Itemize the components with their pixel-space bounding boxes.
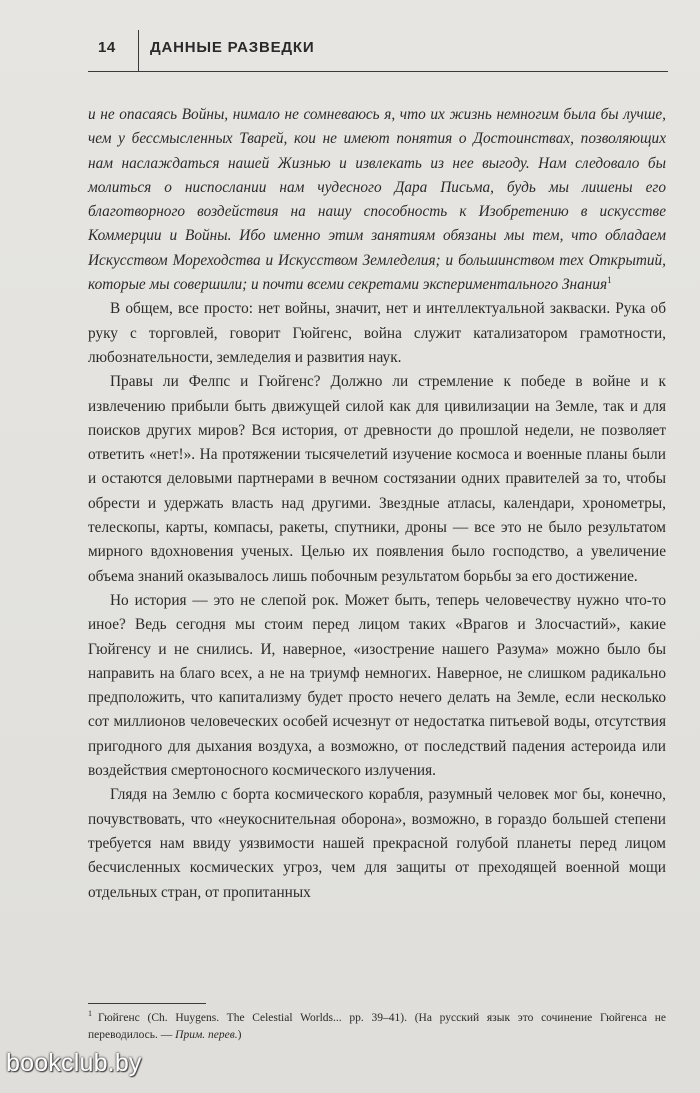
footnote-close: ) <box>237 1029 242 1041</box>
footnote <box>88 1010 666 1044</box>
running-head <box>88 30 668 72</box>
footnote-mark: 1 <box>88 1009 92 1019</box>
footnote-reference[interactable]: 1 <box>607 274 612 285</box>
footnote-text: Гюйгенс (Ch. Huygens. The Celestial Worlds... pp. 39–41). (На русский язык это сочинение Гюйгенса не переводилось. — <box>88 1012 666 1041</box>
footnote-italic: Прим. перев. <box>175 1029 238 1041</box>
section-title: ДАННЫЕ РАЗВЕДКИ <box>150 39 315 56</box>
quote-text: и не опасаясь Войны, нимало не сомневаюсь я, что их жизнь немногим была бы лучше, чем у бессмысленных Тварей, кои не имеют понятия о Достоинствах, позволяющих нам наслаждаться нашей Жизнью и извлекать из нее выгоду. Нам следовало бы молиться о ниспослании нам чудесного Дара Письма, будь мы лишены его благотворного воздействия на нашу способность к Изобретению в искусстве Коммерции и Войны. Ибо именно этим занятиям обязаны мы тем, что обладаем Искусством Мореходства и Искусством Земледелия; и большинством тех Открытий, которые мы совершили; и почти всеми секретами экспериментального Знания <box>88 106 666 294</box>
header-separator <box>138 30 139 72</box>
paragraph: Правы ли Фелпс и Гюйгенс? Должно ли стремление к победе в войне и к извлечению прибыли быть движущей силой как для цивилизации на Земле, так и для поисков других миров? Вся история, от древности до прошлой недели, не позволяет ответить «нет!». На протяжении тысячелетий изучение космоса и военные планы были и остаются деловыми партнерами в вечном состязании одних правителей за то, чтобы обрести и удержать власть над другими. Звездные атласы, календари, хронометры, телескопы, карты, компасы, ракеты, спутники, дроны — все это не было результатом мирного вдохновения ученых. Целью их появления было господство, а увеличение объема знаний оказывалось лишь побочным результатом борьбы за его достижение. <box>88 373 666 585</box>
page-number: 14 <box>98 39 116 56</box>
header-rule <box>88 71 668 72</box>
footnote-rule <box>88 1003 206 1004</box>
paragraph: В общем, все просто: нет войны, значит, нет и интеллектуальной закваски. Рука об руку с торговлей, говорит Гюйгенс, война служит катализатором грамотности, любознательности, земледелия и развития наук. <box>88 300 666 366</box>
body-text <box>88 103 666 905</box>
paragraph: Глядя на Землю с борта космического корабля, разумный человек мог бы, конечно, почувствовать, что «неукоснительная оборона», возможно, в гораздо большей степени требуется нам ввиду уязвимости нашей прекрасной голубой планеты перед лицом бесчисленных космических угроз, чем для защиты от преходящей военной мощи отдельных стран, от пропитанных <box>88 786 666 901</box>
paragraph: Но история — это не слепой рок. Может быть, теперь человечеству нужно что-то иное? Ведь сегодня мы стоим перед лицом таких «Врагов и Злосчастий», какие Гюйгенсу и не снились. И, наверное, «изострение нашего Разума» можно было бы направить на благо всех, а не на триумф немногих. Наверное, не слишком радикально предположить, что капитализму будет просто нечего делать на Земле, если несколько сот миллионов человеческих особей исчезнут от недостатка питьевой воды, отсутствия пригодного для дыхания воздуха, а возможно, от последствий падения астероида или воздействия смертоносного космического излучения. <box>88 591 666 780</box>
quote-paragraph <box>88 103 666 297</box>
watermark-logo: bookclub.by <box>6 1049 142 1077</box>
